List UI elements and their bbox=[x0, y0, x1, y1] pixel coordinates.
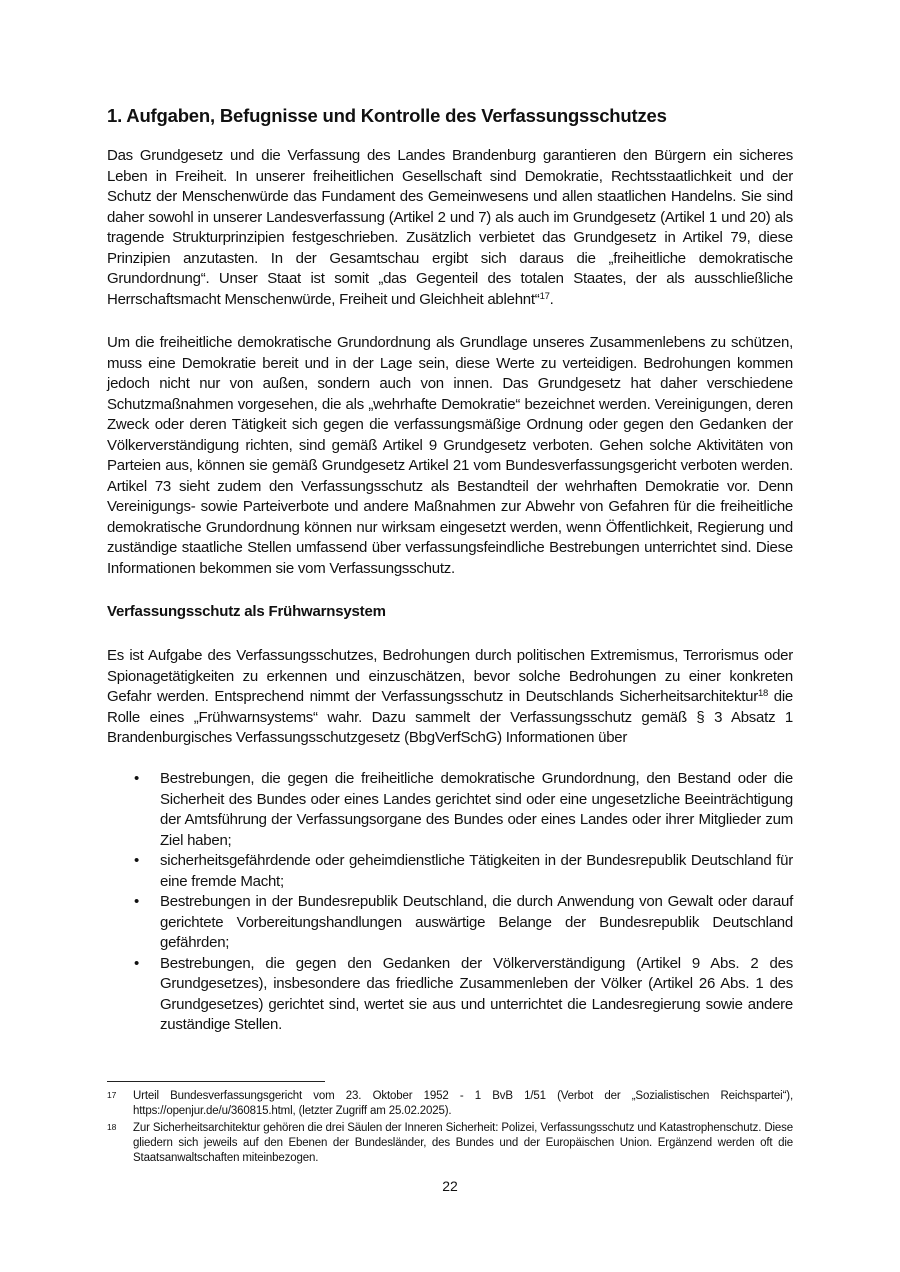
footnote-ref-17[interactable]: 17 bbox=[539, 290, 550, 302]
bullet-list bbox=[134, 769, 793, 1036]
list-item bbox=[134, 892, 793, 954]
list-item bbox=[134, 954, 793, 1036]
footnotes bbox=[107, 1089, 793, 1168]
list-item-text: sicherheitsgefährdende oder geheimdienstliche Tätigkeiten in der Bundesrepublik Deutschland für eine fremde Macht; bbox=[160, 852, 793, 890]
list-item bbox=[134, 851, 793, 892]
footnote-ref-18[interactable]: 18 bbox=[757, 688, 769, 699]
list-item-text: Bestrebungen, die gegen die freiheitliche demokratische Grundordnung, den Bestand oder die Sicherheit des Bundes oder eines Landes gerichtet sind oder eine ungesetzliche Beeinträchtigung der Amtsführung der Verfassungsorgane des Bundes oder eines Landes oder ihrer Mitglieder zum Ziel haben; bbox=[160, 770, 793, 849]
list-item bbox=[134, 769, 793, 851]
footnote-18 bbox=[107, 1121, 793, 1166]
footnote-divider bbox=[107, 1081, 325, 1082]
paragraph-wehrhafte-demokratie: Um die freiheitliche demokratische Grundordnung als Grundlage unseres Zusammenlebens zu schützen, muss eine Demokratie bereit und in der Lage sein, diese Werte zu verteidigen. Bedrohungen kommen jedoch nicht nur von außen, sondern auch von innen. Das Grundgesetz hat daher verschiedene Schutzmaßnahmen vorgesehen, die als „wehrhafte Demokratie“ bezeichnet werden. Vereinigungen, deren Zweck oder deren Tätigkeit sich gegen die verfassungsmäßige Ordnung oder gegen den Gedanken der Völkerverständigung richten, sind gemäß Artikel 9 Grundgesetz verboten. Gehen solche Aktivitäten von Parteien aus, können sie gemäß Grundgesetz Artikel 21 vom Bundesverfassungsgericht verboten werden. Artikel 73 sieht zudem den Verfassungsschutz als Bestandteil der wehrhaften Demokratie vor. Denn Vereinigungs- sowie Parteiverbote und andere Maßnahmen zur Abwehr von Gefahren für die freiheitliche demokratische Grundordnung können nur wirksam eingesetzt werden, wenn Öffentlichkeit, Regierung und zuständige staatliche Stellen umfassend über verfassungsfeindliche Bestrebungen unterrichtet sind. Diese Informationen bekommen sie vom Verfassungsschutz. bbox=[107, 334, 793, 577]
footnote-text: Urteil Bundesverfassungsgericht vom 23. Oktober 1952 - 1 BvB 1/51 (Verbot der „Sozialistischen Reichspartei“), https://openjur.de/u/360815.html, (letzter Zugriff am 25.02.2025). bbox=[133, 1090, 793, 1117]
section-heading: 1. Aufgaben, Befugnisse und Kontrolle des Verfassungsschutzes bbox=[107, 105, 667, 126]
paragraph-tail: . bbox=[549, 290, 554, 308]
page-number: 22 bbox=[442, 1178, 458, 1194]
subheading: Verfassungsschutz als Frühwarnsystem bbox=[107, 603, 386, 620]
bullet-icon: • bbox=[134, 852, 140, 869]
paragraph-text-continued: die Rolle eines „Frühwarnsystems“ wahr. Dazu sammelt der Verfassungsschutz gemäß § 3 Absatz 1 Brandenburgisches Verfassungsschutzgesetz (BbgVerfSchG) Informationen über bbox=[107, 688, 793, 746]
list-item-text: Bestrebungen, die gegen den Gedanken der Völkerverständigung (Artikel 9 Abs. 2 des Grundgesetzes), insbesondere das friedliche Zusammenleben der Völker (Artikel 26 Abs. 1 des Grundgesetzes) gerichtet sind, wertet sie aus und unterrichtet die Landesregierung sowie andere zuständige Stellen. bbox=[160, 954, 793, 1033]
footnote-number: 17 bbox=[107, 1090, 117, 1100]
paragraph-text: Das Grundgesetz und die Verfassung des Landes Brandenburg garantieren den Bürgern ein sicheres Leben in Freiheit. In unserer freiheitlichen Gesellschaft sind Demokratie, Rechtsstaatlichkeit und der Schutz der Menschenwürde das Fundament des Gemeinwesens und allen staatlichen Handelns. Sie sind daher sowohl in unserer Landesverfassung (Artikel 2 und 7) als auch im Grundgesetz (Artikel 1 und 20) als tragende Strukturprinzipien festgeschrieben. Zusätzlich verbietet das Grundgesetz in Artikel 79, diese Prinzipien anzutasten. In der Gesamtschau ergibt sich daraus die „freiheitliche demokratische Grundordnung“. Unser Staat ist somit „das Gegenteil des totalen Staates, der als ausschließliche Herrschaftsmacht Menschenwürde, Freiheit und Gleichheit ablehnt“ bbox=[107, 147, 793, 308]
paragraph-fruehwarnsystem bbox=[107, 646, 793, 749]
paragraph-text: Es ist Aufgabe des Verfassungsschutzes, Bedrohungen durch politischen Extremismus, Terrorismus oder Spionagetätigkeiten zu erkennen und einzuschätzen, bevor solche Bedrohungen zu einer konkreten Gefahr werden. Entsprechend nimmt der Verfassungsschutz in Deutschlands Sicherheitsarchitektur bbox=[107, 647, 793, 705]
list-item-text: Bestrebungen in der Bundesrepublik Deutschland, die durch Anwendung von Gewalt oder darauf gerichtete Vorbereitungshandlungen auswärtige Belange der Bundesrepublik Deutschland gefährden; bbox=[160, 893, 793, 951]
bullet-icon: • bbox=[134, 770, 140, 787]
paragraph-grundgesetz bbox=[107, 146, 793, 310]
footnote-text: Zur Sicherheitsarchitektur gehören die drei Säulen der Inneren Sicherheit: Polizei, Verfassungsschutz und Katastrophenschutz. Diese gliedern sich jeweils auf den Ebenen der Bundesländer, des Bundes und der Europäischen Union. Ergänzend werden oft die Staatsanwaltschaften miteinbezogen. bbox=[133, 1122, 793, 1164]
bullet-icon: • bbox=[134, 954, 140, 972]
footnote-number: 18 bbox=[107, 1122, 117, 1132]
bullet-icon: • bbox=[134, 893, 140, 910]
footnote-17 bbox=[107, 1089, 793, 1119]
